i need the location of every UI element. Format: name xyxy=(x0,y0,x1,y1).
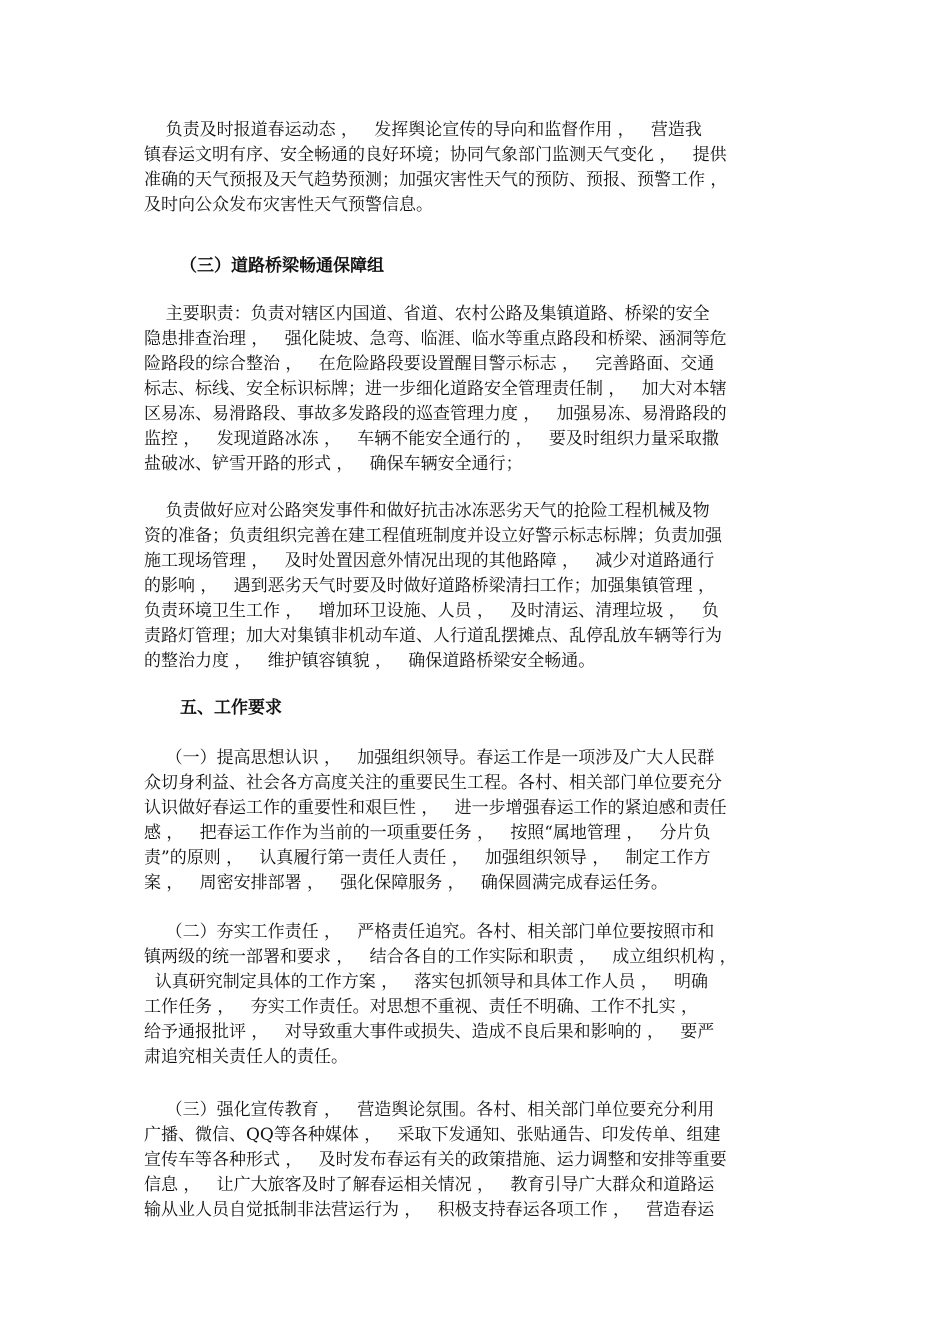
text-line: 资的准备；负责组织完善在建工程值班制度并设立好警示标志标牌；负责加强 xyxy=(144,526,722,546)
text-line: 镇春运文明有序、安全畅通的良好环境；协同气象部门监测天气变化 ， 提供 xyxy=(144,145,727,165)
paragraph-main-duties xyxy=(144,302,727,477)
text-line: 的影响 ， 遇到恶劣天气时要及时做好道路桥梁清扫工作；加强集镇管理 ， xyxy=(144,576,716,596)
paragraph-requirement-3 xyxy=(144,1098,727,1223)
text-line: 感 ， 把春运工作作为当前的一项重要任务 ， 按照“属地管理 ， 分片负 xyxy=(144,823,711,843)
text-line: 盐破冰、铲雪开路的形式 ， 确保车辆安全通行； xyxy=(144,454,523,474)
text-line: 负责及时报道春运动态 ， 发挥舆论宣传的导向和监督作用 ， 营造我 xyxy=(144,120,702,140)
text-line: 认识做好春运工作的重要性和艰巨性 ， 进一步增强春运工作的紧迫感和责任 xyxy=(144,798,727,818)
text-line: 隐患排查治理 ， 强化陡坡、急弯、临涯、临水等重点路段和桥梁、涵洞等危 xyxy=(144,329,727,349)
paragraph-emergency-duties xyxy=(144,499,722,674)
text-line: 责”的原则 ， 认真履行第一责任人责任 ， 加强组织领导 ， 制定工作方 xyxy=(144,848,711,868)
text-line: 工作任务 ， 夯实工作责任。对思想不重视、责任不明确、工作不扎实 ， xyxy=(144,997,699,1017)
text-line: 信息 ， 让广大旅客及时了解春运相关情况 ， 教育引导广大群众和道路运 xyxy=(144,1175,715,1195)
text-line: 负责做好应对公路突发事件和做好抗击冰冻恶劣天气的抢险工程机械及物 xyxy=(144,501,710,521)
text-line: 区易冻、易滑路段、事故多发路段的巡查管理力度 ， 加强易冻、易滑路段的 xyxy=(144,404,727,424)
text-line: 认真研究制定具体的工作方案 ， 落实包抓领导和具体工作人员 ， 明确 xyxy=(144,972,709,992)
text-line: 负责环境卫生工作 ， 增加环卫设施、人员 ， 及时清运、清理垃圾 ， 负 xyxy=(144,601,719,621)
text-line: （一）提高思想认识 ， 加强组织领导。春运工作是一项涉及广大人民群 xyxy=(144,748,715,768)
section-heading-road-bridge: （三）道路桥梁畅通保障组 xyxy=(180,256,384,276)
text-line: 施工现场管理 ， 及时处置因意外情况出现的其他路障 ， 减少对道路通行 xyxy=(144,551,715,571)
text-line: 镇两级的统一部署和要求 ， 结合各自的工作实际和职责 ， 成立组织机构 ， xyxy=(144,947,737,967)
text-line: 广播、微信、QQ等各种媒体 ， 采取下发通知、张贴通告、印发传单、组建 xyxy=(144,1125,721,1145)
text-line: （二）夯实工作责任 ， 严格责任追究。各村、相关部门单位要按照市和 xyxy=(144,922,715,942)
paragraph-requirement-2 xyxy=(144,920,737,1070)
text-line: 责路灯管理；加大对集镇非机动车道、人行道乱摆摊点、乱停乱放车辆等行为 xyxy=(144,626,722,646)
text-line: 肃追究相关责任人的责任。 xyxy=(144,1047,348,1067)
text-line: 标志、标线、安全标识标牌；进一步细化道路安全管理责任制 ， 加大对本辖 xyxy=(144,379,727,399)
text-line: 给予通报批评 ， 对导致重大事件或损失、造成不良后果和影响的 ， 要严 xyxy=(144,1022,715,1042)
text-line: 险路段的综合整治 ， 在危险路段要设置醒目警示标志 ， 完善路面、交通 xyxy=(144,354,715,374)
text-line: 监控 ， 发现道路冰冻 ， 车辆不能安全通行的 ， 要及时组织力量采取撒 xyxy=(144,429,719,449)
text-line: 案 ， 周密安排部署 ， 强化保障服务 ， 确保圆满完成春运任务。 xyxy=(144,873,668,893)
text-line: 及时向公众发布灾害性天气预警信息。 xyxy=(144,195,433,215)
text-line: 主要职责：负责对辖区内国道、省道、农村公路及集镇道路、桥梁的安全 xyxy=(144,304,710,324)
text-line: 输从业人员自觉抵制非法营运行为 ， 积极支持春运各项工作 ， 营造春运 xyxy=(144,1200,715,1220)
paragraph-publicity-duties xyxy=(144,118,727,218)
text-line: 准确的天气预报及天气趋势预测；加强灾害性天气的预防、预报、预警工作 ， xyxy=(144,170,728,190)
text-line: 的整治力度 ， 维护镇容镇貌 ， 确保道路桥梁安全畅通。 xyxy=(144,651,596,671)
text-line: 众切身利益、社会各方高度关注的重要民生工程。各村、相关部门单位要充分 xyxy=(144,773,722,793)
text-line: （三）强化宣传教育 ， 营造舆论氛围。各村、相关部门单位要充分利用 xyxy=(144,1100,715,1120)
section-heading-work-requirements: 五、工作要求 xyxy=(180,698,282,718)
text-line: 宣传车等各种形式 ， 及时发布春运有关的政策措施、运力调整和安排等重要 xyxy=(144,1150,727,1170)
paragraph-requirement-1 xyxy=(144,746,727,896)
